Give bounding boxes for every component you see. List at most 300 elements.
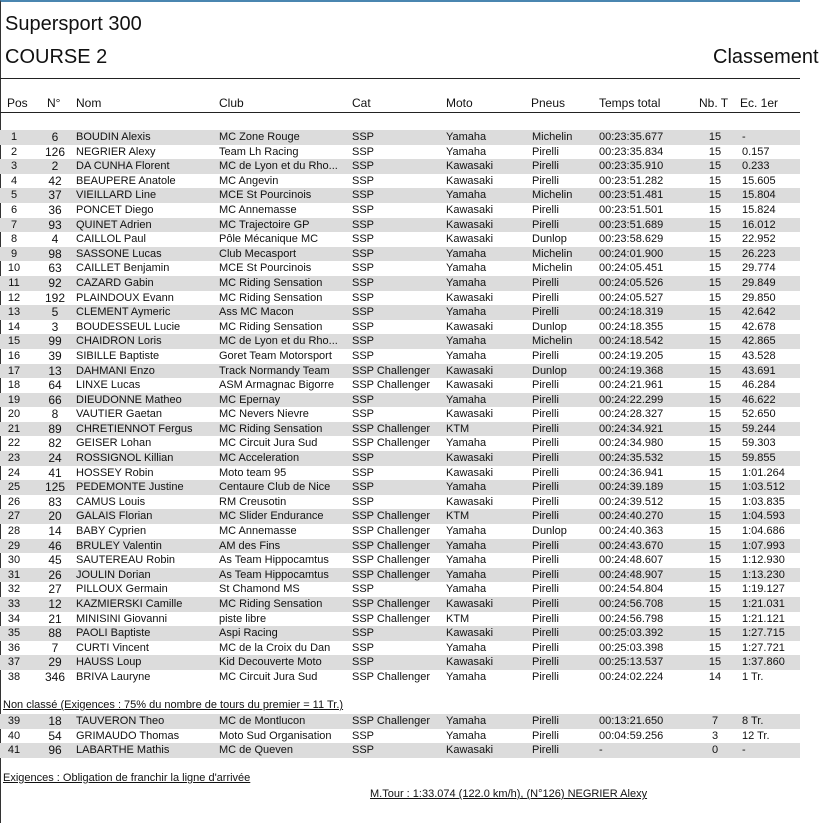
cell-club: MC Nevers Nievre	[219, 408, 309, 421]
cell-cat: SSP	[352, 744, 375, 757]
cell-nom: PONCET Diego	[76, 203, 154, 216]
cell-cat: SSP	[352, 247, 375, 260]
cell-moto: Kawasaki	[446, 656, 494, 669]
cell-pneus: Pirelli	[532, 408, 559, 421]
cell-nom: CAZARD Gabin	[76, 276, 154, 289]
cell-nom: BRULEY Valentin	[76, 539, 162, 552]
cell-pos: 2	[10, 145, 18, 158]
cell-pos: 9	[10, 247, 18, 260]
cell-temps: 00:24:56.798	[599, 612, 664, 625]
cell-moto: Kawasaki	[446, 408, 494, 421]
table-row	[0, 480, 800, 495]
cell-temps: 00:23:51.282	[599, 174, 664, 187]
cell-moto: Yamaha	[446, 729, 487, 742]
cell-moto: Yamaha	[446, 554, 487, 567]
table-row	[0, 612, 800, 627]
cell-club: MC de la Croix du Dan	[219, 641, 331, 654]
col-header-moto: Moto	[446, 96, 473, 110]
cell-num: 82	[48, 436, 62, 451]
table-row	[0, 305, 800, 320]
cell-nbt: 15	[708, 481, 722, 494]
cell-nbt: 15	[708, 379, 722, 392]
cell-club: piste libre	[219, 612, 267, 625]
cell-pos: 13	[7, 306, 21, 319]
cell-ec: 1 Tr.	[742, 670, 764, 683]
cell-club: MC Circuit Jura Sud	[219, 670, 318, 683]
cell-cat: SSP Challenger	[352, 510, 431, 523]
table-row	[0, 495, 800, 510]
cell-num: 45	[48, 553, 62, 568]
cell-num: 192	[44, 290, 66, 305]
cell-cat: SSP	[352, 452, 375, 465]
cell-temps: 00:24:01.900	[599, 247, 664, 260]
cell-club: MC Riding Sensation	[219, 276, 323, 289]
cell-pos: 24	[7, 466, 21, 479]
cell-nom: LINXE Lucas	[76, 379, 141, 392]
cell-num: 12	[48, 597, 62, 611]
cell-cat: SSP	[352, 145, 375, 158]
cell-nbt: 15	[708, 203, 722, 216]
cell-cat: SSP Challenger	[352, 554, 431, 567]
cell-pneus: Michelin	[532, 247, 573, 260]
cell-moto: Kawasaki	[446, 598, 494, 610]
cell-nom: HOSSEY Robin	[76, 466, 154, 479]
cell-club: MC Zone Rouge	[219, 131, 300, 143]
cell-nbt: 15	[708, 233, 722, 246]
cell-pos: 39	[7, 715, 21, 727]
cell-pos: 15	[7, 335, 21, 348]
cell-nbt: 15	[708, 145, 722, 158]
cell-num: 3	[51, 319, 59, 334]
cell-club: MC de Lyon et du Rho...	[219, 160, 338, 173]
cell-temps: 00:24:19.368	[599, 364, 664, 377]
requirements-note: Exigences : Obligation de franchir la ligne d'arrivée	[3, 772, 251, 784]
cell-moto: Kawasaki	[446, 495, 494, 508]
cell-cat: SSP	[352, 233, 375, 246]
cell-club: MC Slider Endurance	[219, 510, 324, 523]
cell-nom: DAHMANI Enzo	[76, 364, 155, 377]
cell-club: MC Acceleration	[219, 452, 300, 465]
cell-temps: 00:24:05.526	[599, 276, 664, 289]
cell-temps: 00:23:51.501	[599, 203, 664, 216]
cell-ec: 42.642	[742, 306, 776, 319]
cell-nom: ROSSIGNOL Killian	[76, 452, 174, 465]
cell-temps: 00:24:40.270	[599, 510, 664, 523]
cell-club: MC Riding Sensation	[219, 291, 323, 304]
cell-club: As Team Hippocamtus	[219, 568, 329, 581]
cell-club: Team Lh Racing	[219, 145, 299, 158]
cell-nbt: 15	[708, 568, 722, 581]
cell-pos: 30	[7, 554, 21, 567]
cell-ec: 26.223	[742, 247, 776, 260]
table-row	[0, 174, 800, 189]
table-row	[0, 729, 800, 744]
cell-ec: 1:27.721	[742, 641, 785, 654]
cell-moto: Yamaha	[446, 189, 487, 202]
cell-moto: Yamaha	[446, 262, 487, 275]
cell-nom: VAUTIER Gaetan	[76, 408, 162, 421]
cell-nom: PLAINDOUX Evann	[76, 291, 174, 304]
cell-nbt: 15	[708, 306, 722, 319]
cell-pneus: Pirelli	[532, 744, 559, 757]
cell-moto: Kawasaki	[446, 466, 494, 479]
cell-temps: 00:24:21.961	[599, 379, 664, 392]
cell-moto: Yamaha	[446, 306, 487, 319]
cell-club: MCE St Pourcinois	[219, 189, 312, 202]
cell-num: 14	[48, 524, 62, 539]
table-row	[0, 451, 800, 466]
cell-ec: 1:04.686	[742, 525, 785, 538]
cell-nbt: 14	[708, 670, 722, 683]
cell-nbt: 15	[708, 160, 722, 173]
cell-pos: 8	[10, 233, 18, 246]
cell-ec: 15.824	[742, 203, 776, 216]
cell-temps: 00:24:34.980	[599, 437, 664, 450]
cell-num: 63	[48, 261, 62, 276]
cell-cat: SSP Challenger	[352, 364, 431, 377]
cell-cat: SSP	[352, 495, 375, 508]
col-header-nom: Nom	[76, 96, 102, 110]
cell-cat: SSP Challenger	[352, 539, 431, 552]
cell-pos: 28	[7, 525, 21, 538]
cell-nbt: 15	[708, 612, 722, 625]
cell-pos: 25	[7, 481, 21, 494]
cell-pos: 17	[7, 364, 21, 377]
cell-ec: 1:03.512	[742, 481, 785, 494]
cell-nom: MINISINI Giovanni	[76, 612, 168, 625]
cell-ec: 1:01.264	[742, 466, 785, 479]
cell-pos: 14	[7, 320, 21, 333]
cell-nbt: 15	[708, 539, 722, 552]
cell-nbt: 15	[708, 218, 722, 231]
cell-ec: 43.528	[742, 349, 776, 362]
cell-club: MC Riding Sensation	[219, 598, 323, 610]
col-header-nbt: Nb. T	[699, 96, 729, 110]
cell-pos: 37	[7, 656, 21, 669]
cell-pos: 7	[10, 218, 18, 231]
col-header-club: Club	[219, 96, 244, 110]
table-row	[0, 597, 800, 612]
cell-temps: 00:04:59.256	[599, 729, 664, 742]
cell-nom: CURTI Vincent	[76, 641, 149, 654]
table-row	[0, 232, 800, 247]
cell-pneus: Pirelli	[532, 145, 559, 158]
cell-nbt: 15	[708, 554, 722, 567]
cell-pos: 19	[7, 393, 21, 406]
cell-nom: HAUSS Loup	[76, 656, 142, 669]
cell-pos: 10	[7, 262, 21, 275]
cell-pneus: Pirelli	[532, 437, 559, 450]
cell-temps: 00:24:48.907	[599, 568, 664, 581]
cell-temps: 00:24:18.542	[599, 335, 664, 348]
cell-moto: Kawasaki	[446, 744, 494, 757]
cell-nbt: 15	[708, 656, 722, 669]
cell-pneus: Pirelli	[532, 379, 559, 392]
cell-moto: Kawasaki	[446, 379, 494, 392]
cell-nom: JOULIN Dorian	[76, 568, 151, 581]
cell-num: 66	[48, 392, 62, 407]
cell-club: MC Epernay	[219, 393, 281, 406]
cell-pneus: Pirelli	[532, 466, 559, 479]
cell-temps: 00:24:05.451	[599, 262, 664, 275]
cell-nbt: 15	[708, 452, 722, 465]
cell-num: 24	[48, 451, 62, 466]
cell-pos: 5	[10, 189, 18, 202]
cell-temps: 00:24:36.941	[599, 466, 664, 479]
cell-nom: LABARTHE Mathis	[76, 744, 170, 757]
cell-moto: Yamaha	[446, 481, 487, 494]
cell-cat: SSP	[352, 335, 375, 348]
cell-pos: 29	[7, 539, 21, 552]
cell-cat: SSP	[352, 189, 375, 202]
cell-moto: Kawasaki	[446, 174, 494, 187]
cell-pneus: Pirelli	[532, 218, 559, 231]
cell-temps: 00:24:22.299	[599, 393, 664, 406]
table-row	[0, 539, 800, 554]
table-row	[0, 203, 800, 218]
cell-club: Track Normandy Team	[219, 364, 330, 377]
cell-nom: BABY Cyprien	[76, 525, 147, 538]
cell-pos: 21	[7, 422, 21, 435]
cell-nom: GEISER Lohan	[76, 437, 152, 450]
cell-club: RM Creusotin	[219, 495, 287, 508]
cell-nom: TAUVERON Theo	[76, 715, 165, 727]
cell-moto: Yamaha	[446, 276, 487, 289]
cell-club: MC Riding Sensation	[219, 422, 323, 435]
cell-pneus: Pirelli	[532, 349, 559, 362]
cell-temps: 00:23:35.677	[599, 131, 664, 143]
cell-cat: SSP	[352, 218, 375, 231]
cell-ec: 1:21.031	[742, 598, 785, 610]
cell-temps: 00:24:28.327	[599, 408, 664, 421]
cell-cat: SSP	[352, 291, 375, 304]
cell-num: 13	[48, 363, 62, 378]
cell-pneus: Pirelli	[532, 306, 559, 319]
cell-ec: 1:37.860	[742, 656, 785, 669]
cell-pos: 16	[7, 349, 21, 362]
cell-pos: 34	[7, 612, 21, 625]
cell-nbt: 15	[708, 437, 722, 450]
table-row	[0, 145, 800, 160]
cell-temps: 00:24:48.607	[599, 554, 664, 567]
cell-temps: 00:23:35.910	[599, 160, 664, 173]
cell-ec: 15.804	[742, 189, 776, 202]
cell-moto: Yamaha	[446, 568, 487, 581]
cell-nbt: 15	[708, 364, 722, 377]
cell-cat: SSP Challenger	[352, 670, 431, 683]
cell-pos: 38	[7, 670, 21, 683]
cell-ec: 22.952	[742, 233, 776, 246]
cell-temps: 00:24:39.512	[599, 495, 664, 508]
cell-nom: BRIVA Lauryne	[76, 670, 151, 683]
cell-pneus: Pirelli	[532, 583, 559, 596]
cell-pos: 12	[7, 291, 21, 304]
best-lap-note: M.Tour : 1:33.074 (122.0 km/h), (N°126) NEGRIER Alexy	[370, 788, 648, 800]
cell-moto: Yamaha	[446, 335, 487, 348]
cell-pneus: Pirelli	[532, 554, 559, 567]
cell-pneus: Pirelli	[532, 174, 559, 187]
cell-ec: 46.284	[742, 379, 776, 392]
cell-cat: SSP Challenger	[352, 379, 431, 392]
table-row	[0, 247, 800, 262]
cell-nbt: 15	[708, 495, 722, 508]
cell-cat: SSP	[352, 656, 375, 669]
cell-num: 92	[48, 275, 62, 290]
cell-nom: QUINET Adrien	[76, 218, 152, 231]
cell-nom: CLEMENT Aymeric	[76, 306, 171, 319]
cell-num: 98	[48, 246, 62, 261]
cell-num: 126	[44, 144, 66, 159]
cell-num: 125	[44, 480, 66, 495]
cell-nom: PEDEMONTE Justine	[76, 481, 184, 494]
cell-num: 41	[48, 465, 62, 480]
cell-ec: 12 Tr.	[742, 729, 770, 742]
table-row	[0, 553, 800, 568]
cell-nom: PILLOUX Germain	[76, 583, 168, 596]
cell-num: 20	[48, 509, 62, 524]
cell-temps: 00:23:51.689	[599, 218, 664, 231]
cell-num: 36	[48, 202, 62, 217]
cell-pneus: Dunlop	[532, 320, 567, 333]
table-row	[0, 276, 800, 291]
cell-pneus: Pirelli	[532, 568, 559, 581]
cell-cat: SSP	[352, 276, 375, 289]
cell-pos: 11	[8, 276, 20, 289]
cell-nbt: 0	[711, 744, 719, 757]
cell-nom: PAOLI Baptiste	[76, 627, 151, 640]
cell-num: 83	[48, 494, 62, 509]
cell-cat: SSP	[352, 641, 375, 654]
cell-temps: 00:24:18.319	[599, 306, 664, 319]
cell-nom: NEGRIER Alexy	[76, 145, 156, 158]
cell-temps: 00:24:54.804	[599, 583, 664, 596]
cell-ec: -	[742, 744, 746, 757]
table-row	[0, 655, 800, 670]
table-row	[0, 670, 800, 685]
cell-club: MC de Montlucon	[219, 715, 306, 727]
cell-nbt: 15	[708, 131, 722, 143]
cell-nbt: 15	[708, 525, 722, 538]
cell-pos: 1	[10, 131, 18, 143]
cell-num: 93	[48, 217, 62, 232]
cell-num: 64	[48, 378, 62, 393]
cell-club: Centaure Club de Nice	[219, 481, 331, 494]
cell-pneus: Dunlop	[532, 364, 567, 377]
cell-moto: KTM	[446, 422, 470, 435]
cell-moto: Yamaha	[446, 583, 487, 596]
cell-pneus: Pirelli	[532, 495, 559, 508]
cell-moto: Kawasaki	[446, 233, 494, 246]
cell-ec: 1:12.930	[742, 554, 785, 567]
cell-ec: 8 Tr.	[742, 715, 764, 727]
cell-cat: SSP	[352, 174, 375, 187]
cell-cat: SSP Challenger	[352, 568, 431, 581]
cell-moto: Yamaha	[446, 539, 487, 552]
cell-pos: 27	[7, 510, 21, 523]
cell-cat: SSP Challenger	[352, 715, 431, 727]
col-header-pos: Pos	[7, 96, 28, 110]
cell-pneus: Michelin	[532, 131, 573, 143]
cell-nbt: 15	[708, 276, 722, 289]
table-row	[0, 422, 800, 437]
cell-nbt: 7	[711, 715, 719, 727]
cell-club: MC de Queven	[219, 744, 293, 757]
cell-num: 96	[48, 743, 62, 758]
cell-pos: 23	[7, 452, 21, 465]
cell-pneus: Pirelli	[532, 656, 559, 669]
cell-cat: SSP	[352, 466, 375, 479]
cell-moto: Yamaha	[446, 641, 487, 654]
cell-cat: SSP Challenger	[352, 598, 431, 610]
cell-pos: 33	[7, 598, 21, 610]
cell-ec: 52.650	[742, 408, 776, 421]
cell-temps: 00:25:03.398	[599, 641, 664, 654]
cell-pos: 36	[7, 641, 21, 654]
cell-cat: SSP Challenger	[352, 437, 431, 450]
cell-num: 8	[51, 407, 59, 422]
cell-pos: 32	[7, 583, 21, 596]
cell-nbt: 15	[708, 641, 722, 654]
table-row	[0, 364, 800, 379]
cell-ec: 59.855	[742, 452, 776, 465]
cell-ec: 59.303	[742, 437, 776, 450]
cell-nbt: 15	[708, 189, 722, 202]
table-row	[0, 524, 800, 539]
cell-cat: SSP	[352, 583, 375, 596]
cell-pneus: Pirelli	[532, 291, 559, 304]
cell-moto: Kawasaki	[446, 452, 494, 465]
header-divider	[0, 78, 800, 79]
cell-pneus: Pirelli	[532, 612, 559, 625]
cell-temps: 00:23:35.834	[599, 145, 664, 158]
cell-pneus: Michelin	[532, 189, 573, 202]
cell-club: MCE St Pourcinois	[219, 262, 312, 275]
table-row	[0, 349, 800, 364]
cell-club: MC Angevin	[219, 174, 279, 187]
cell-pneus: Pirelli	[532, 715, 559, 727]
cell-num: 2	[51, 159, 59, 174]
cell-nbt: 3	[711, 729, 719, 742]
cell-temps: -	[599, 744, 603, 757]
cell-club: MC Circuit Jura Sud	[219, 437, 318, 450]
cell-pneus: Pirelli	[532, 670, 559, 683]
cell-club: St Chamond MS	[219, 583, 300, 596]
cell-nom: CAILLET Benjamin	[76, 262, 170, 275]
cell-nbt: 15	[708, 335, 722, 348]
table-row	[0, 466, 800, 481]
cell-club: As Team Hippocamtus	[219, 554, 329, 567]
cell-club: Moto Sud Organisation	[219, 729, 332, 742]
cell-cat: SSP	[352, 306, 375, 319]
race-title: COURSE 2	[5, 46, 108, 68]
cell-pneus: Pirelli	[532, 393, 559, 406]
cell-pos: 40	[7, 729, 21, 742]
cell-club: MC Annemasse	[219, 203, 297, 216]
cell-pneus: Pirelli	[532, 276, 559, 289]
cell-club: Pôle Mécanique MC	[219, 233, 319, 246]
table-row	[0, 626, 800, 641]
cell-moto: Yamaha	[446, 247, 487, 260]
cell-nbt: 15	[708, 291, 722, 304]
table-row	[0, 159, 800, 174]
cell-num: 4	[51, 232, 59, 247]
table-row	[0, 743, 800, 758]
cell-ec: 29.774	[742, 262, 776, 275]
cell-nom: SIBILLE Baptiste	[76, 349, 160, 362]
cell-club: MC Annemasse	[219, 525, 297, 538]
cell-ec: 1:03.835	[742, 495, 785, 508]
cell-cat: SSP	[352, 729, 375, 742]
